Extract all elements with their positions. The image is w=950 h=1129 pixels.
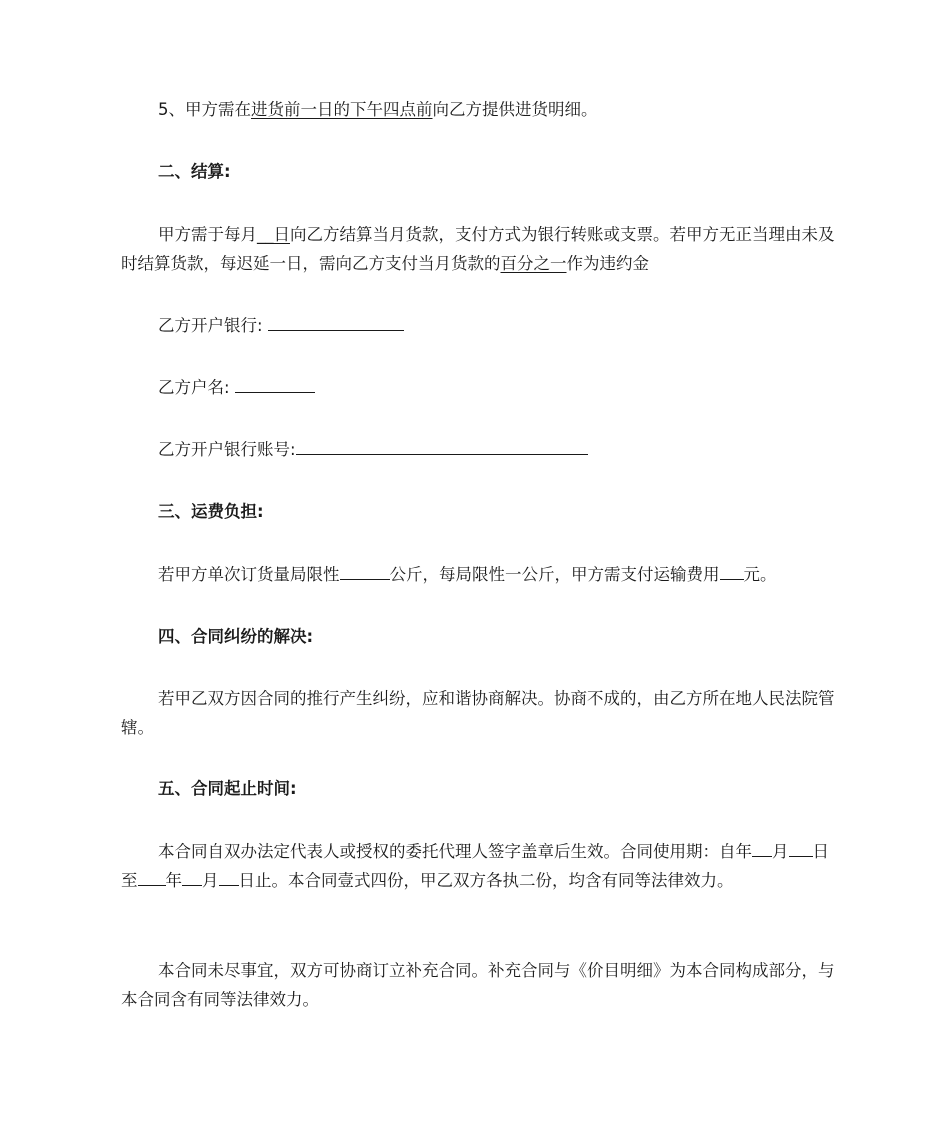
freight-weight-blank [340,562,390,580]
term-text-2: 日止。本合同壹式四份，甲乙双方各执二份，均含有同等法律效力。 [238,871,734,890]
freight-text-2: 公斤，每局限性一公斤，甲方需支付运输费用 [389,565,720,584]
term-month2-blank [182,868,202,886]
account-number-blank [296,437,588,455]
freight-text-1: 若甲方单次订货量局限性 [158,565,340,584]
section-4-heading: 四、合同纠纷的解决: [158,627,314,646]
section-2-heading: 二、结算: [158,162,231,181]
term-month: 月 [772,842,789,861]
term-year2-blank [138,868,166,886]
clause-5-paragraph [121,95,837,124]
bank-blank [268,313,404,331]
term-month-blank [752,839,772,857]
supplement-paragraph: 本合同未尽事宜，双方可协商订立补充合同。补充合同与《价目明细》为本合同构成部分，与本合同含有同等法律效力。 [121,961,835,1009]
account-name-blank [235,375,315,393]
settlement-text-2: 向乙方结算当月货款，支付方式为银行转账或支票。若甲方无正当理由未及时结算货款，每迟延一日，需向乙方支付当月货款的 [121,225,835,273]
clause-5-text: 5、甲方需在 [158,100,251,119]
term-paragraph [121,837,837,895]
account-name-label: 乙方户名: [158,378,230,397]
term-day-to: 日至 [121,842,829,890]
clause-5-text-end: 向乙方提供进货明细。 [432,100,598,119]
settlement-day-blank: __日 [257,225,290,244]
term-month2: 月 [202,871,219,890]
freight-text-3: 元。 [743,565,777,584]
term-year: 年 [735,842,752,861]
term-day-blank [789,839,813,857]
account-number-label: 乙方开户银行账号: [158,440,296,459]
bank-line [121,311,837,340]
term-day2-blank [219,868,239,886]
section-5-heading: 五、合同起止时间: [158,779,297,798]
account-name-line [121,373,837,402]
account-number-line [121,435,837,464]
settlement-text-3: 作为违约金 [566,254,649,273]
freight-paragraph [121,560,837,589]
term-year2: 年 [165,871,182,890]
settlement-paragraph [121,220,837,278]
section-3-heading: 三、运费负担: [158,502,264,521]
freight-fee-blank [720,562,744,580]
bank-label: 乙方开户银行: [158,316,263,335]
clause-5-underlined-time: 进货前一日的下午四点前 [251,100,433,119]
dispute-paragraph: 若甲乙双方因合同的推行产生纠纷，应和谐协商解决。协商不成的，由乙方所在地人民法院管辖。 [121,689,835,737]
settlement-text-1: 甲方需于每月 [158,225,257,244]
penalty-rate: 百分之一 [500,254,567,273]
term-text-1: 本合同自双办法定代表人或授权的委托代理人签字盖章后生效。合同使用期：自 [158,842,736,861]
